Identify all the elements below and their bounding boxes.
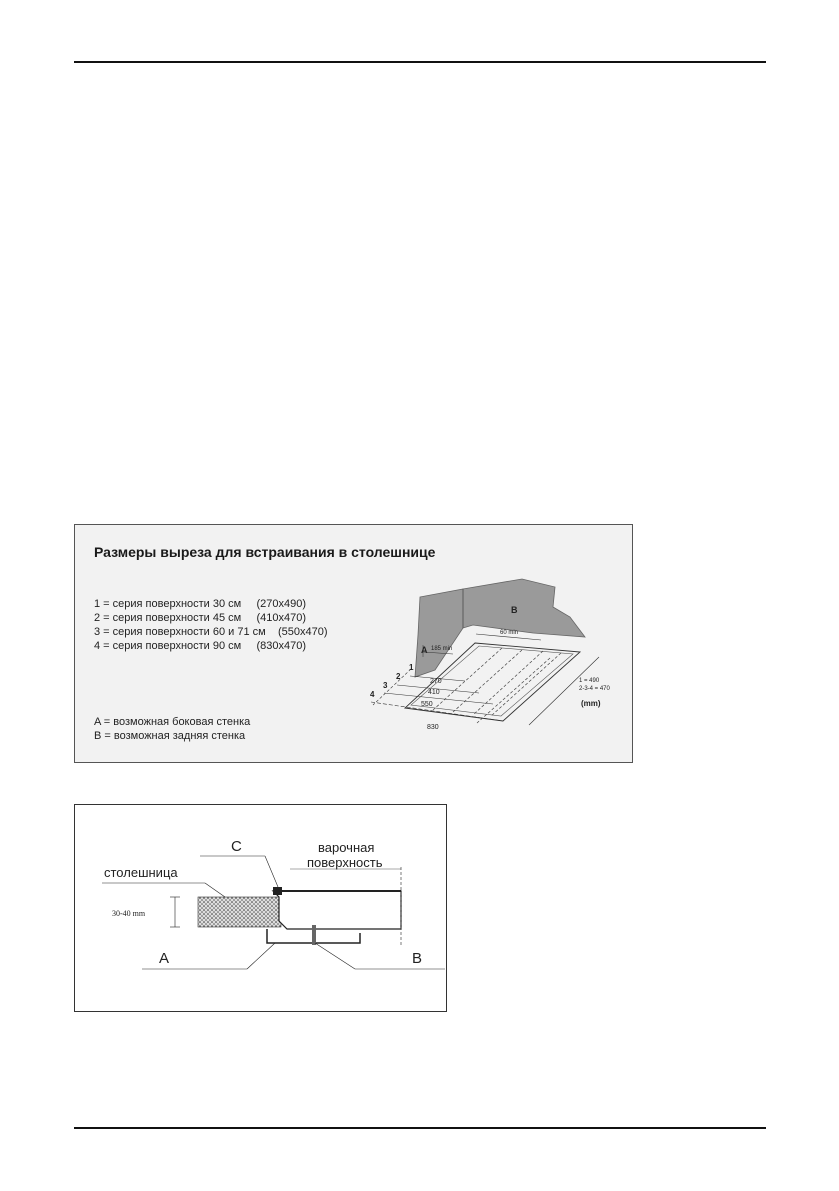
wall-label-a: A [421, 645, 428, 655]
dim-185-min: 185 min [431, 646, 453, 652]
depth-label-1: 1 = 490 [579, 678, 600, 684]
series-item-1: 1 = серия поверхности 30 см (270x490) [94, 598, 307, 610]
series-num-4: 4 [370, 690, 375, 699]
worktop-block [198, 897, 281, 927]
series-num-2: 2 [396, 672, 401, 681]
label-b: B [412, 950, 423, 967]
back-wall-b [463, 579, 585, 637]
side-wall-a [415, 589, 463, 677]
series-item-4: 4 = серия поверхности 90 см (830x470) [94, 640, 307, 652]
label-c: C [231, 838, 242, 855]
series-num-3: 3 [383, 681, 388, 690]
unit-label: (mm) [581, 699, 601, 708]
hob-body [273, 891, 401, 929]
installation-section-figure [74, 804, 447, 1012]
wall-legend-a: A = возможная боковая стенка [94, 716, 251, 728]
series-num-1: 1 [409, 663, 414, 672]
figure-title: Размеры выреза для встраивания в столешнице [94, 544, 436, 560]
dim-830: 830 [427, 724, 439, 731]
cutout-isometric-drawing [75, 525, 632, 762]
series-item-2: 2 = серия поверхности 45 см (410x470) [94, 612, 307, 624]
worktop-label: столешница [104, 865, 178, 880]
cutout-dimensions-figure [74, 524, 633, 763]
wall-legend-b: B = возможная задняя стенка [94, 730, 246, 742]
depth-label-2: 2-3-4 = 470 [579, 686, 610, 692]
hob-label-line2: поверхность [307, 855, 383, 870]
label-a: A [159, 950, 170, 967]
series-item-3: 3 = серия поверхности 60 и 71 см (550x470) [94, 626, 328, 638]
fixing-screw [312, 925, 316, 945]
dim-270: 270 [430, 678, 442, 685]
seal-c [273, 887, 282, 895]
cross-section-drawing [75, 805, 446, 1011]
dim-550: 550 [421, 701, 433, 708]
header-rule [74, 61, 766, 63]
wall-label-b: B [511, 605, 518, 615]
thickness-label: 30-40 mm [112, 909, 146, 918]
dim-410: 410 [428, 689, 440, 696]
footer-rule [74, 1127, 766, 1129]
dim-60-min: 60 min [500, 630, 519, 636]
hob-label-line1: варочная [318, 840, 375, 855]
